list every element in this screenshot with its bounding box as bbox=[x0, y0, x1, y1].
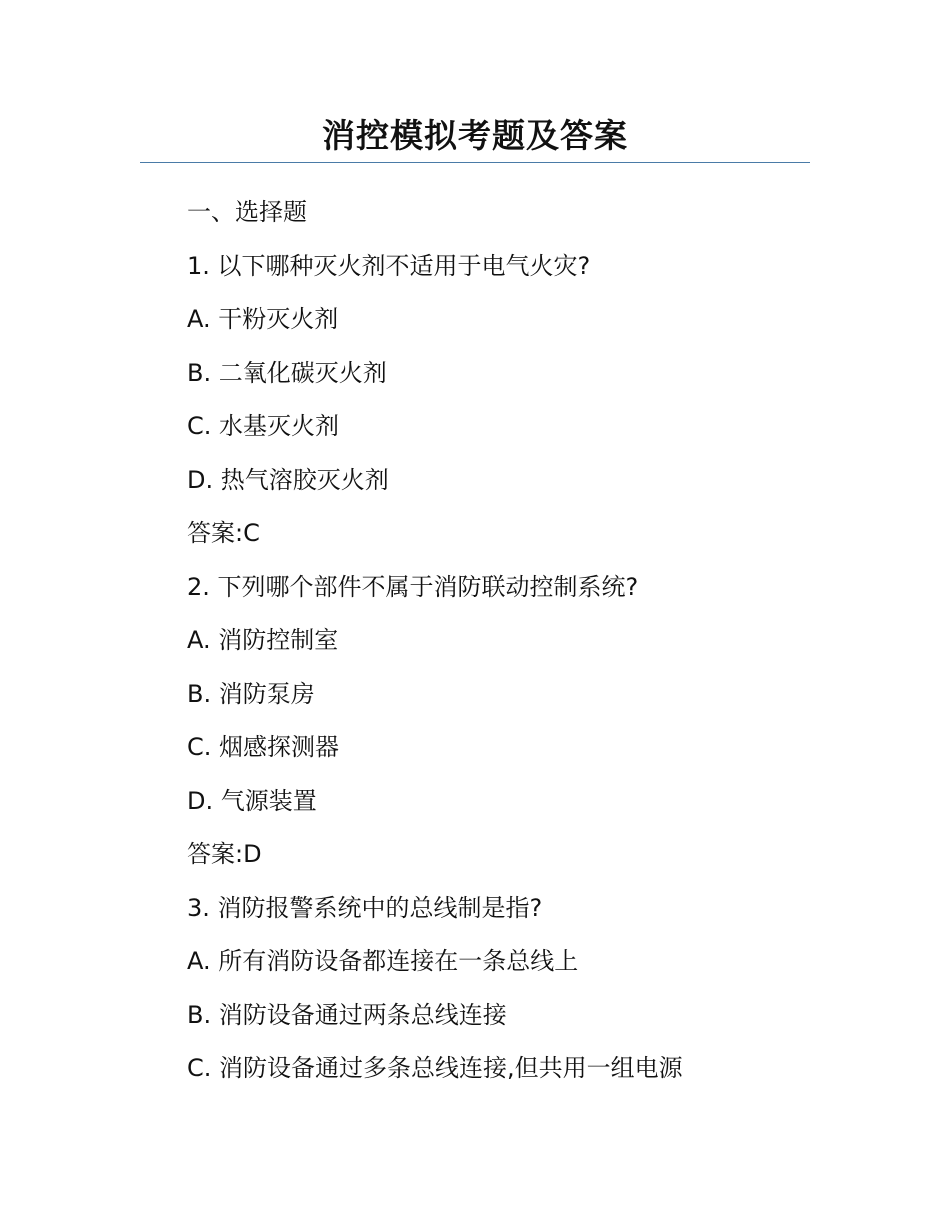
question-2-option-a: A. 消防控制室 bbox=[187, 626, 339, 654]
section-heading: 一、选择题 bbox=[187, 198, 307, 226]
question-3-option-a: A. 所有消防设备都连接在一条总线上 bbox=[187, 947, 579, 975]
question-3-option-b: B. 消防设备通过两条总线连接 bbox=[187, 1000, 507, 1029]
question-3: 3. 消防报警系统中的总线制是指? bbox=[187, 893, 543, 922]
question-2-answer: 答案:D bbox=[187, 840, 262, 868]
question-1-option-a: A. 干粉灭火剂 bbox=[187, 305, 339, 333]
question-3-option-c: C. 消防设备通过多条总线连接,但共用一组电源 bbox=[187, 1054, 683, 1082]
document-body bbox=[187, 186, 827, 1096]
question-2-option-b: B. 消防泵房 bbox=[187, 679, 315, 708]
question-1-option-c: C. 水基灭火剂 bbox=[187, 412, 340, 440]
question-2-option-c: C. 烟感探测器 bbox=[187, 733, 340, 761]
question-1-answer: 答案:C bbox=[187, 519, 260, 547]
document-title: 消控模拟考题及答案 bbox=[322, 116, 628, 155]
question-1: 1. 以下哪种灭火剂不适用于电气火灾? bbox=[187, 251, 591, 280]
title-underline bbox=[140, 162, 810, 163]
question-1-option-b: B. 二氧化碳灭火剂 bbox=[187, 358, 387, 387]
question-1-option-d: D. 热气溶胶灭火剂 bbox=[187, 465, 389, 494]
question-2-option-d: D. 气源装置 bbox=[187, 786, 317, 815]
question-2: 2. 下列哪个部件不属于消防联动控制系统? bbox=[187, 572, 639, 601]
